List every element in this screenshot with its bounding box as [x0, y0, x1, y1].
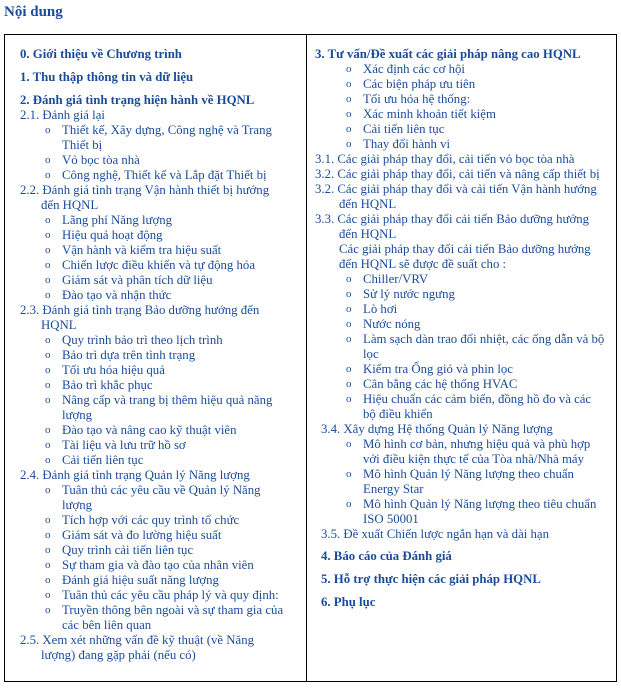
right-toc-line: đến HQNL: [339, 227, 397, 241]
right-bullet-item: o Chiller/VRV: [363, 272, 428, 287]
left-toc-line: 2.4. Đánh giá tình trạng Quản lý Năng lượng: [20, 468, 250, 482]
right-toc-line: 3.3. Các giải pháp thay đổi cải tiến Bảo dưỡng hướng: [315, 212, 590, 226]
left-toc-line: 0. Giới thiệu về Chương trình: [20, 47, 182, 61]
left-toc-line: 1. Thu thập thông tin và dữ liệu: [20, 70, 194, 84]
right-bullet-item: o Lò hơi: [363, 302, 397, 317]
left-bullet-item: o Bảo trì khắc phục: [62, 378, 153, 393]
right-toc-line: 3.1. Các giải pháp thay đổi, cải tiến vỏ bọc tòa nhà: [315, 152, 575, 166]
left-toc-line: 2. Đánh giá tình trạng hiện hành về HQNL: [20, 93, 255, 107]
right-toc-line: lọc: [363, 347, 379, 361]
left-bullet-item: o Bảo trì dựa trên tình trạng: [62, 348, 195, 363]
right-toc-line: 3.5. Đề xuất Chiến lược ngắn hạn và dài hạn: [321, 527, 549, 541]
left-toc-line: đến HQNL: [41, 198, 99, 212]
right-bullet-item: o Tối ưu hóa hệ thống:: [363, 92, 470, 107]
left-bullet-item: o Giám sát và đo lường hiệu suất: [62, 528, 221, 543]
left-bullet-item: o Đào tạo và nhận thức: [62, 288, 171, 303]
left-toc-line: lượng: [62, 408, 93, 422]
left-bullet-item: o Tuân thủ các yêu cầu pháp lý và quy định:: [62, 588, 279, 603]
right-toc-line: 6. Phụ lục: [321, 595, 376, 609]
right-bullet-item: o Làm sạch dàn trao đổi nhiệt, các ống dẫn và bộ: [363, 332, 604, 347]
right-toc-line: 3.4. Xây dựng Hệ thống Quản lý Năng lượng: [321, 422, 553, 436]
left-toc-line: 2.1. Đánh giá lại: [20, 108, 105, 122]
right-bullet-item: o Xác minh khoản tiết kiệm: [363, 107, 496, 122]
right-bullet-item: o Xác định các cơ hội: [363, 62, 465, 77]
left-bullet-item: o Công nghệ, Thiết kế và Lắp đặt Thiết bị: [62, 168, 267, 183]
left-bullet-item: o Sự tham gia và đào tạo của nhân viên: [62, 558, 254, 573]
left-bullet-item: o Lãng phí Năng lượng: [62, 213, 172, 228]
right-bullet-item: o Kiểm tra Ống gió và phin lọc: [363, 362, 513, 377]
left-bullet-item: o Quy trình cải tiến liên tục: [62, 543, 193, 558]
right-bullet-item: o Mô hình Quản lý Năng lượng theo tiêu chuẩn: [363, 497, 596, 512]
left-bullet-item: o Tích hợp với các quy trình tổ chức: [62, 513, 239, 528]
right-toc-line: bộ điều khiển: [363, 407, 433, 421]
right-bullet-item: o Các biện pháp ưu tiên: [363, 77, 475, 92]
right-toc-line: Các giải pháp thay đổi cải tiến Bảo dưỡng hướng: [339, 242, 591, 256]
right-toc-line: 3.2. Các giải pháp thay đổi, cải tiến và nâng cấp thiết bị: [315, 167, 600, 181]
right-bullet-item: o Mô hình Quản lý Năng lượng theo chuẩn: [363, 467, 574, 482]
right-bullet-item: o Cân bằng các hệ thống HVAC: [363, 377, 517, 392]
left-bullet-item: o Cải tiến liên tục: [62, 453, 143, 468]
left-bullet-item: o Đào tạo và nâng cao kỹ thuật viên: [62, 423, 236, 438]
left-bullet-item: o Giám sát và phân tích dữ liệu: [62, 273, 213, 288]
left-toc-line: lượng) đang gặp phải (nếu có): [41, 648, 196, 662]
left-bullet-item: o Đánh giá hiệu suất năng lượng: [62, 573, 219, 588]
left-bullet-item: o Quy trình bảo trì theo lịch trình: [62, 333, 223, 348]
right-bullet-item: o Sử lý nước ngưng: [363, 287, 455, 302]
left-bullet-item: o Chiến lược điều khiển và tự động hóa: [62, 258, 255, 273]
left-bullet-item: o Tài liệu và lưu trữ hồ sơ: [62, 438, 186, 453]
right-toc-line: 3. Tư vấn/Đề xuất các giải pháp nâng cao HQNL: [315, 47, 581, 61]
left-toc-line: 2.3. Đánh giá tình trạng Bảo dưỡng hướng đến: [20, 303, 260, 317]
right-toc-line: Energy Star: [363, 482, 424, 496]
right-toc-line: đến HQNL: [339, 197, 397, 211]
left-bullet-item: o Vận hành và kiểm tra hiệu suất: [62, 243, 221, 258]
right-toc-line: đến HQNL sẽ được đề suất cho :: [339, 257, 507, 271]
right-toc-line: 5. Hỗ trợ thực hiện các giải pháp HQNL: [321, 572, 541, 586]
left-toc-line: HQNL: [41, 318, 77, 332]
right-toc-line: ISO 50001: [363, 512, 419, 526]
right-toc-line: 3.2. Các giải pháp thay đổi và cải tiến Vận hành hướng: [315, 182, 597, 196]
left-toc-line: các bên liên quan: [62, 618, 152, 632]
right-bullet-item: o Thay đổi hành vi: [363, 137, 450, 152]
left-toc-line: 2.5. Xem xét những vấn đề kỹ thuật (về Năng: [20, 633, 255, 647]
right-bullet-item: o Cải tiến liên tục: [363, 122, 444, 137]
left-bullet-item: o Thiết kế, Xây dựng, Công nghệ và Trang: [62, 123, 272, 138]
right-toc-line: 4. Báo cáo của Đánh giá: [321, 549, 452, 563]
left-bullet-item: o Nâng cấp và trang bị thêm hiệu quả năng: [62, 393, 272, 408]
left-bullet-item: o Tuân thủ các yêu cầu về Quản lý Năng: [62, 483, 261, 498]
right-toc-line: với điều kiện thực tế của Tòa nhà/Nhà máy: [363, 452, 584, 466]
left-bullet-item: o Truyền thông bên ngoài và sự tham gia của: [62, 603, 283, 618]
right-bullet-item: o Hiệu chuẩn các cảm biến, đồng hồ đo và các: [363, 392, 591, 407]
left-toc-line: Thiết bị: [62, 138, 103, 152]
page-heading: Nội dung: [4, 4, 63, 20]
left-toc-line: 2.2. Đánh giá tình trạng Vận hành thiết bị hướng: [20, 183, 270, 197]
left-toc-line: lượng: [62, 498, 93, 512]
right-bullet-item: o Nước nóng: [363, 317, 420, 332]
left-bullet-item: o Hiệu quả hoạt động: [62, 228, 163, 243]
left-bullet-item: o Tối ưu hóa hiệu quả: [62, 363, 165, 378]
left-bullet-item: o Vỏ bọc tòa nhà: [62, 153, 140, 168]
right-bullet-item: o Mô hình cơ bản, nhưng hiệu quả và phù hợp: [363, 437, 590, 452]
